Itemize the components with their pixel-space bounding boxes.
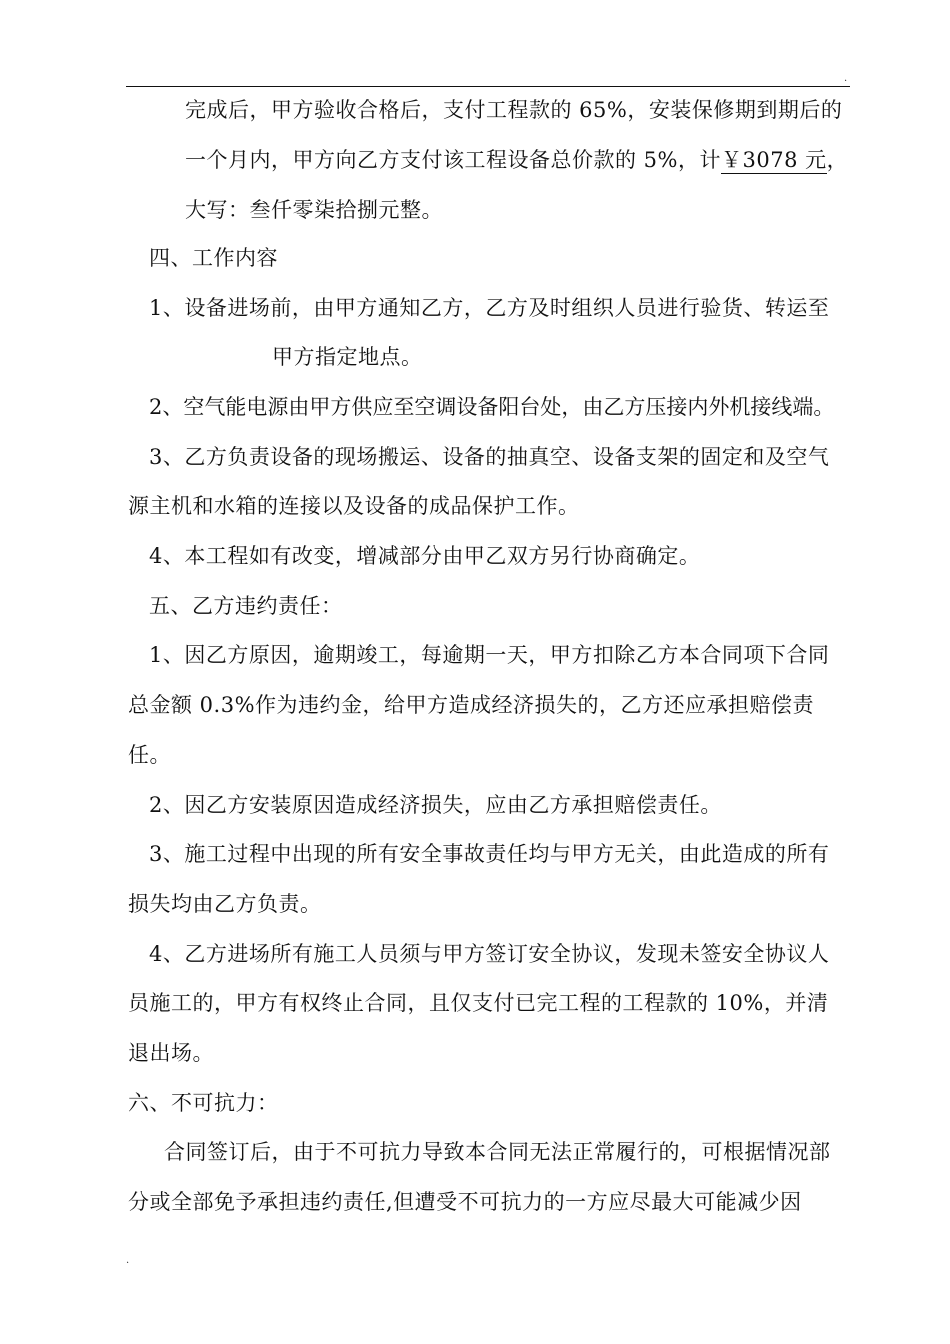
breach-item-4-end: 退出场。 xyxy=(128,1041,214,1065)
work-item-3-cont: 源主机和水箱的连接以及设备的成品保护工作。 xyxy=(128,494,580,518)
breach-item-1: 1、因乙方原因，逾期竣工，每逾期一天，甲方扣除乙方本合同项下合同 xyxy=(149,643,830,667)
breach-item-2: 2、因乙方安装原因造成经济损失，应由乙方承担赔偿责任。 xyxy=(149,793,722,817)
breach-item-3: 3、施工过程中出现的所有安全事故责任均与甲方无关，由此造成的所有 xyxy=(149,842,830,866)
payment-terms-line-2 xyxy=(185,145,848,175)
amount-in-words: 大写：叁仟零柒拾捌元整。 xyxy=(185,198,443,222)
header-rule xyxy=(126,86,850,87)
breach-item-4: 4、乙方进场所有施工人员须与甲方签订安全协议，发现未签安全协议人 xyxy=(149,942,830,966)
payment-terms-punct: ， xyxy=(826,148,849,172)
header-mark: . xyxy=(844,73,848,84)
payment-amount: ￥3078 元 xyxy=(721,148,827,172)
section-heading-work-content: 四、工作内容 xyxy=(149,246,278,270)
footer-mark: . xyxy=(126,1255,130,1266)
work-item-4: 4、本工程如有改变，增减部分由甲乙双方另行协商确定。 xyxy=(149,544,701,568)
work-item-3: 3、乙方负责设备的现场搬运、设备的抽真空、设备支架的固定和及空气 xyxy=(149,445,830,469)
breach-item-4-cont: 员施工的，甲方有权终止合同，且仅支付已完工程的工程款的 10%，并清 xyxy=(128,991,829,1015)
work-item-1-cont: 甲方指定地点。 xyxy=(272,345,423,369)
force-majeure-text-cont: 分或全部免予承担违约责任,但遭受不可抗力的一方应尽最大可能减少因 xyxy=(128,1190,802,1214)
payment-terms-line-1: 完成后，甲方验收合格后，支付工程款的 65%，安装保修期到期后的 xyxy=(185,98,843,122)
force-majeure-text: 合同签订后，由于不可抗力导致本合同无法正常履行的，可根据情况部 xyxy=(164,1140,831,1164)
breach-item-1-cont: 总金额 0.3%作为违约金，给甲方造成经济损失的，乙方还应承担赔偿责 xyxy=(128,693,815,717)
section-heading-force-majeure: 六、不可抗力： xyxy=(128,1091,279,1115)
payment-terms-text: 一个月内，甲方向乙方支付该工程设备总价款的 5%，计 xyxy=(185,148,721,172)
work-item-1: 1、设备进场前，由甲方通知乙方，乙方及时组织人员进行验货、转运至 xyxy=(149,296,830,320)
work-item-2: 2、空气能电源由甲方供应至空调设备阳台处，由乙方压接内外机接线端。 xyxy=(149,395,835,419)
section-heading-breach: 五、乙方违约责任： xyxy=(149,594,343,618)
breach-item-3-cont: 损失均由乙方负责。 xyxy=(128,892,322,916)
breach-item-1-end: 任。 xyxy=(128,743,171,767)
